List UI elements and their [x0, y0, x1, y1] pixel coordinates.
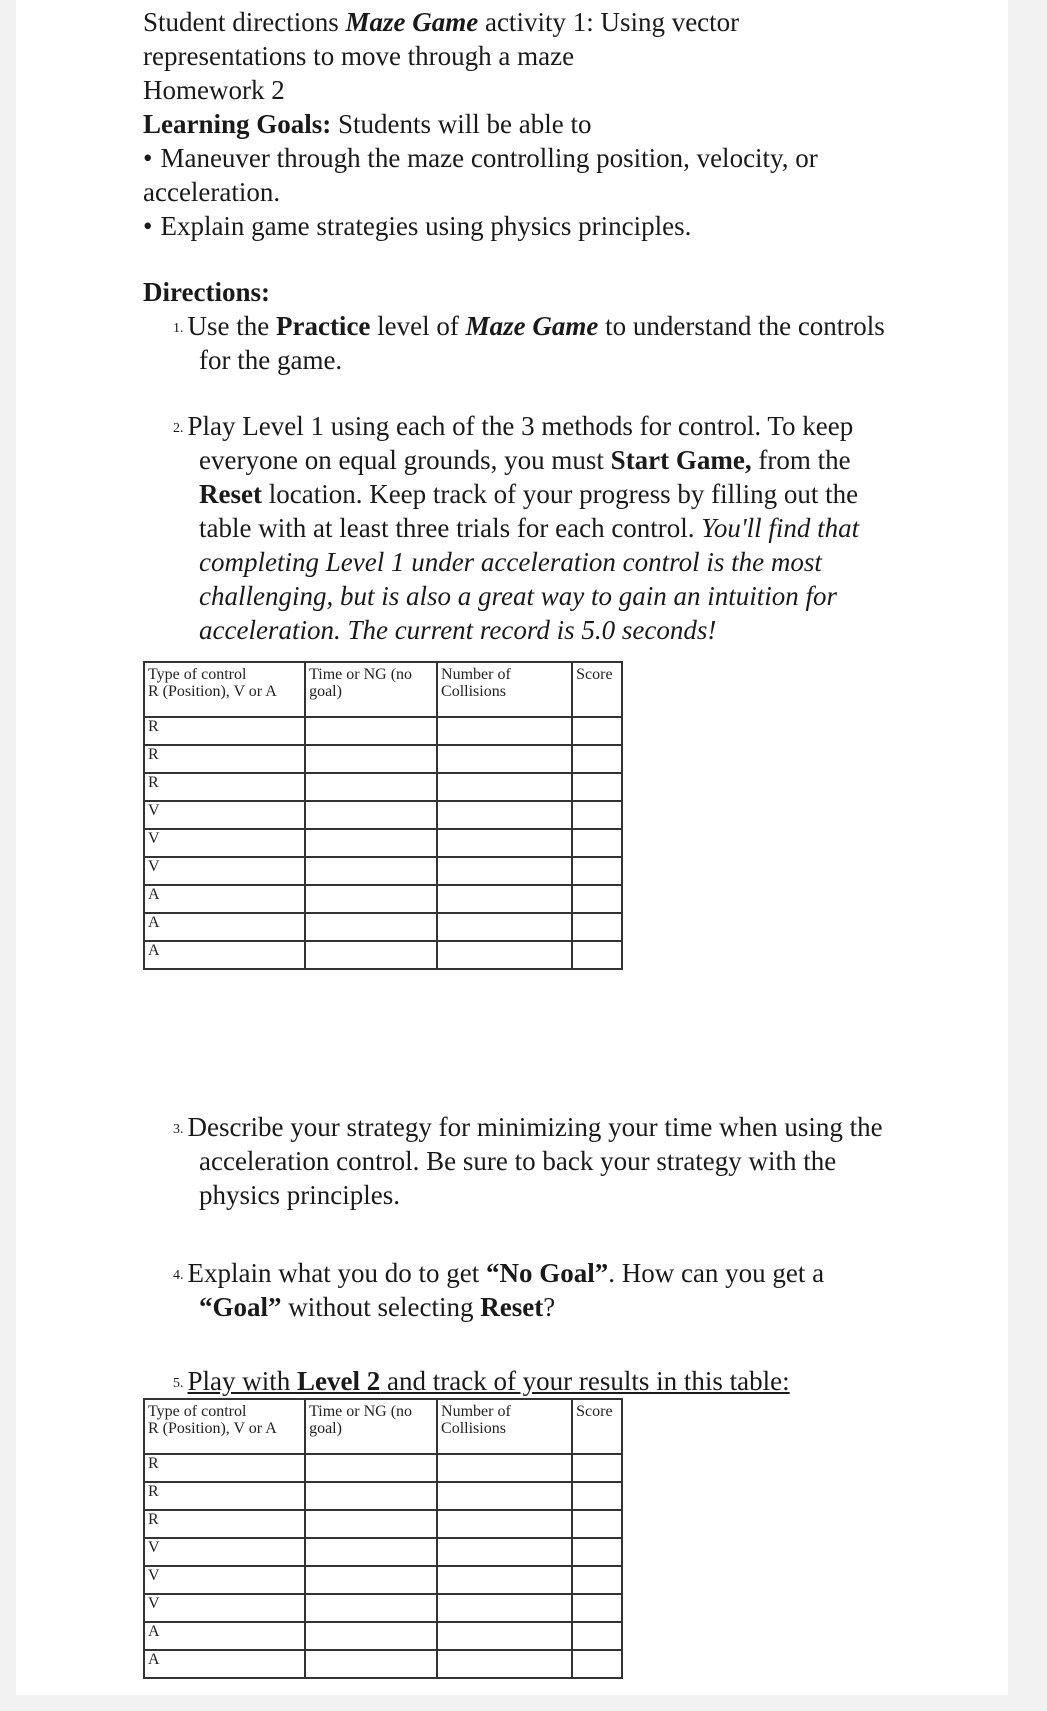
table-row: [144, 717, 622, 745]
time-cell[interactable]: [305, 745, 437, 773]
time-cell[interactable]: [305, 829, 437, 857]
control-type-cell: A: [144, 1650, 305, 1678]
table-row: [144, 829, 622, 857]
header-time: Time or NG (no goal): [305, 1399, 437, 1454]
score-cell[interactable]: [572, 1594, 622, 1622]
control-type-cell: A: [144, 913, 305, 941]
homework-label: Homework 2: [143, 75, 285, 105]
collisions-cell[interactable]: [437, 773, 572, 801]
table-header-row: [144, 1399, 622, 1454]
collisions-cell[interactable]: [437, 1566, 572, 1594]
collisions-cell[interactable]: [437, 829, 572, 857]
collisions-cell[interactable]: [437, 1510, 572, 1538]
control-type-cell: R: [144, 745, 305, 773]
table-row: [144, 885, 622, 913]
score-cell[interactable]: [572, 829, 622, 857]
level-2-results-table: [143, 1398, 623, 1679]
control-type-cell: V: [144, 1538, 305, 1566]
step-3: 3. Describe your strategy for minimizing your time when using the: [173, 1112, 883, 1142]
control-type-cell: R: [144, 1482, 305, 1510]
control-type-cell: V: [144, 829, 305, 857]
collisions-cell[interactable]: [437, 913, 572, 941]
score-cell[interactable]: [572, 1482, 622, 1510]
step-3-line2: acceleration control. Be sure to back your strategy with the: [199, 1146, 837, 1176]
table-row: [144, 773, 622, 801]
learning-goal-item: • Maneuver through the maze controlling position, velocity, or: [143, 143, 818, 173]
level-1-results-table: [143, 661, 623, 970]
collisions-cell[interactable]: [437, 941, 572, 969]
step-1-cont: for the game.: [199, 345, 343, 375]
control-type-cell: R: [144, 773, 305, 801]
table-row: [144, 913, 622, 941]
document-title: Student directions Maze Game activity 1: Using vector: [143, 7, 740, 37]
control-type-cell: V: [144, 801, 305, 829]
step-2: 2. Play Level 1 using each of the 3 methods for control. To keep: [173, 411, 854, 441]
header-collisions: Number of Collisions: [437, 1399, 572, 1454]
step-2-line7: acceleration. The current record is 5.0 seconds!: [199, 615, 717, 645]
collisions-cell[interactable]: [437, 745, 572, 773]
table-row: [144, 1650, 622, 1678]
time-cell[interactable]: [305, 1622, 437, 1650]
control-type-cell: A: [144, 885, 305, 913]
control-type-cell: V: [144, 1594, 305, 1622]
table-row: [144, 745, 622, 773]
score-cell[interactable]: [572, 1538, 622, 1566]
table-row: [144, 1566, 622, 1594]
control-type-cell: V: [144, 857, 305, 885]
header-type-of-control: Type of control R (Position), V or A: [144, 1399, 305, 1454]
collisions-cell[interactable]: [437, 885, 572, 913]
time-cell[interactable]: [305, 801, 437, 829]
document-page: [16, 0, 1008, 1695]
time-cell[interactable]: [305, 1650, 437, 1678]
time-cell[interactable]: [305, 1510, 437, 1538]
collisions-cell[interactable]: [437, 857, 572, 885]
collisions-cell[interactable]: [437, 801, 572, 829]
score-cell[interactable]: [572, 1454, 622, 1482]
score-cell[interactable]: [572, 1510, 622, 1538]
time-cell[interactable]: [305, 1454, 437, 1482]
control-type-cell: R: [144, 1510, 305, 1538]
score-cell[interactable]: [572, 941, 622, 969]
directions-heading: Directions:: [143, 277, 270, 307]
header-score: Score: [572, 662, 622, 717]
score-cell[interactable]: [572, 801, 622, 829]
table-row: [144, 1510, 622, 1538]
time-cell[interactable]: [305, 1566, 437, 1594]
table-row: [144, 1594, 622, 1622]
header-score: Score: [572, 1399, 622, 1454]
step-5: 5. Play with Level 2 and track of your results in this table:: [173, 1366, 790, 1396]
time-cell[interactable]: [305, 1482, 437, 1510]
score-cell[interactable]: [572, 1622, 622, 1650]
table-row: [144, 1482, 622, 1510]
table-row: [144, 857, 622, 885]
score-cell[interactable]: [572, 857, 622, 885]
document-title-line2: representations to move through a maze: [143, 41, 575, 71]
control-type-cell: A: [144, 1622, 305, 1650]
time-cell[interactable]: [305, 1594, 437, 1622]
step-4-line2: “Goal” without selecting Reset?: [199, 1292, 556, 1322]
step-1: 1. Use the Practice level of Maze Game to understand the controls: [173, 311, 885, 341]
learning-goal-item-cont: acceleration.: [143, 177, 281, 207]
time-cell[interactable]: [305, 941, 437, 969]
step-2-line5: completing Level 1 under acceleration control is the most: [199, 547, 822, 577]
step-3-line3: physics principles.: [199, 1180, 400, 1210]
score-cell[interactable]: [572, 913, 622, 941]
time-cell[interactable]: [305, 717, 437, 745]
step-2-line6: challenging, but is also a great way to gain an intuition for: [199, 581, 837, 611]
time-cell[interactable]: [305, 773, 437, 801]
collisions-cell[interactable]: [437, 1538, 572, 1566]
time-cell[interactable]: [305, 857, 437, 885]
collisions-cell[interactable]: [437, 717, 572, 745]
learning-goal-item: • Explain game strategies using physics principles.: [143, 211, 692, 241]
table-row: [144, 801, 622, 829]
table-row: [144, 941, 622, 969]
header-type-of-control: Type of control R (Position), V or A: [144, 662, 305, 717]
score-cell[interactable]: [572, 745, 622, 773]
table-row: [144, 1454, 622, 1482]
control-type-cell: V: [144, 1566, 305, 1594]
control-type-cell: R: [144, 717, 305, 745]
control-type-cell: A: [144, 941, 305, 969]
step-2-line4: table with at least three trials for each control. You'll find that: [199, 513, 860, 543]
score-cell[interactable]: [572, 1650, 622, 1678]
collisions-cell[interactable]: [437, 1594, 572, 1622]
time-cell[interactable]: [305, 1538, 437, 1566]
score-cell[interactable]: [572, 717, 622, 745]
time-cell[interactable]: [305, 913, 437, 941]
table-row: [144, 1538, 622, 1566]
collisions-cell[interactable]: [437, 1482, 572, 1510]
table-row: [144, 1622, 622, 1650]
learning-goals-heading: Learning Goals: Students will be able to: [143, 109, 592, 139]
collisions-cell[interactable]: [437, 1650, 572, 1678]
time-cell[interactable]: [305, 885, 437, 913]
collisions-cell[interactable]: [437, 1622, 572, 1650]
header-collisions: Number of Collisions: [437, 662, 572, 717]
collisions-cell[interactable]: [437, 1454, 572, 1482]
score-cell[interactable]: [572, 885, 622, 913]
score-cell[interactable]: [572, 773, 622, 801]
header-time: Time or NG (no goal): [305, 662, 437, 717]
step-2-line2: everyone on equal grounds, you must Start Game, from the: [199, 445, 851, 475]
step-4: 4. Explain what you do to get “No Goal”. How can you get a: [173, 1258, 825, 1288]
score-cell[interactable]: [572, 1566, 622, 1594]
table-header-row: [144, 662, 622, 717]
control-type-cell: R: [144, 1454, 305, 1482]
step-2-line3: Reset location. Keep track of your progress by filling out the: [199, 479, 859, 509]
